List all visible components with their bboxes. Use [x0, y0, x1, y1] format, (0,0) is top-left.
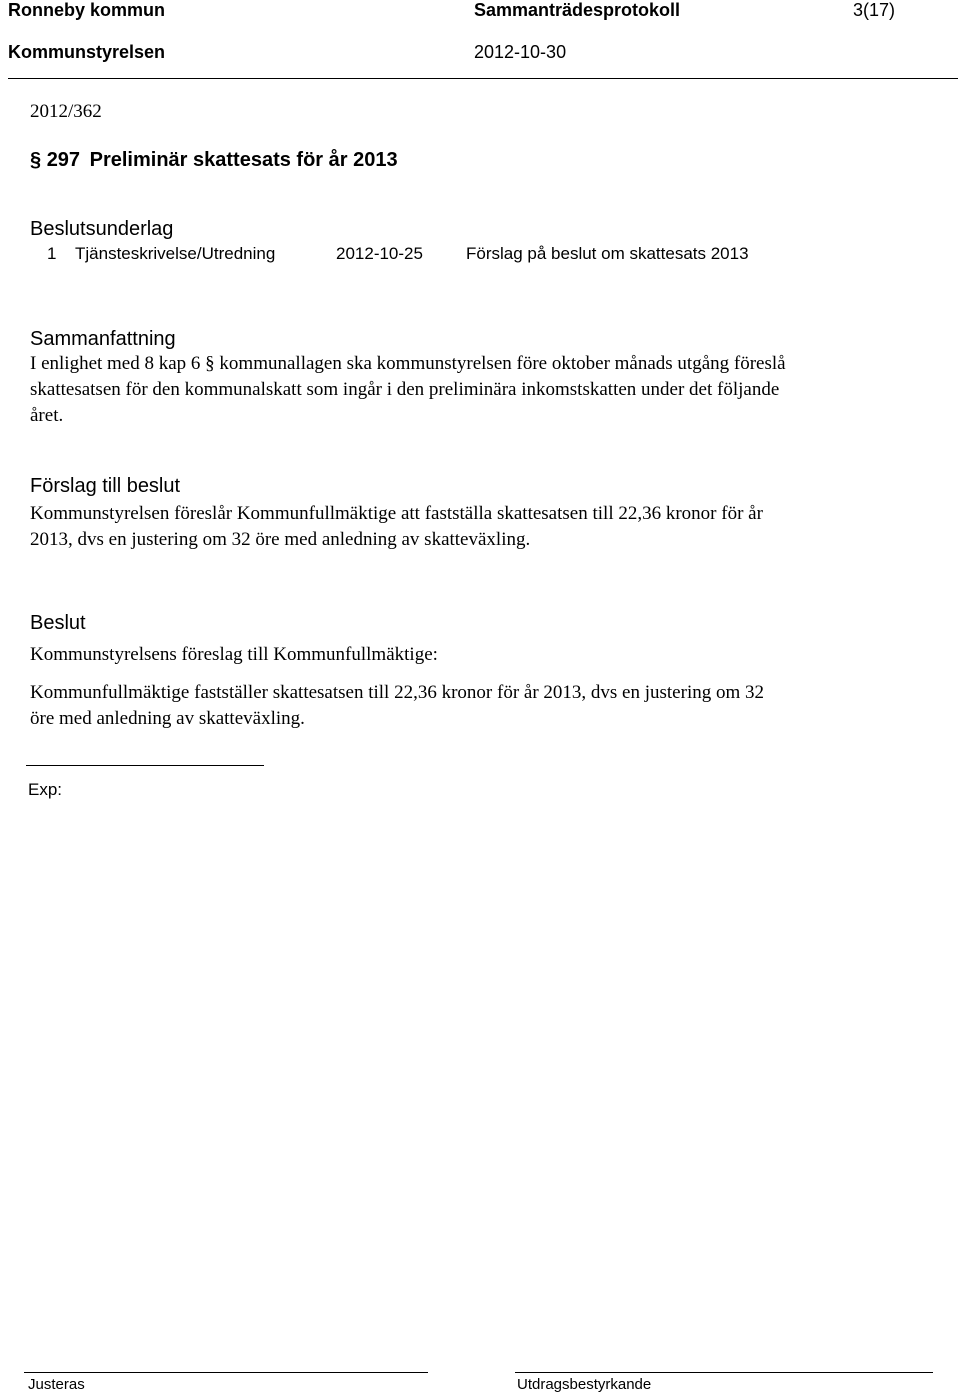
forslag-line: 2013, dvs en justering om 32 öre med anledning av skatteväxling. — [30, 529, 531, 550]
utdragsbestyrkande-label: Utdragsbestyrkande — [517, 1376, 652, 1393]
attachment-description: Förslag på beslut om skattesats 2013 — [466, 244, 749, 263]
exp-rule — [26, 765, 264, 766]
forslag-line: Kommunstyrelsen föreslår Kommunfullmäktige att fastställa skattesatsen till 22,36 kronor för år — [30, 503, 763, 524]
meeting-date: 2012-10-30 — [474, 42, 567, 62]
item-number: 297 — [46, 149, 81, 171]
justeras-rule — [24, 1372, 428, 1373]
beslutsunderlag-heading: Beslutsunderlag — [30, 218, 174, 240]
justeras-label: Justeras — [28, 1376, 85, 1393]
section-sign-icon: § — [30, 149, 42, 171]
item-title — [30, 149, 398, 172]
committee-name: Kommunstyrelsen — [8, 42, 166, 62]
sammanfattning-line: skattesatsen för den kommunalskatt som ingår i den preliminära inkomstskatten under det följande — [30, 379, 780, 400]
case-number: 2012/362 — [30, 101, 102, 122]
forslag-heading: Förslag till beslut — [30, 475, 181, 497]
attachment-date: 2012-10-25 — [336, 244, 423, 263]
beslut-text — [30, 680, 950, 732]
sammanfattning-text — [30, 351, 950, 429]
utdragsbestyrkande-rule — [515, 1372, 933, 1373]
forslag-text — [30, 501, 950, 553]
sammanfattning-line: I enlighet med 8 kap 6 § kommunallagen ska kommunstyrelsen före oktober månads utgång föreslå — [30, 353, 786, 374]
document-type: Sammanträdesprotokoll — [474, 0, 681, 20]
attachment-number: 1 — [47, 244, 57, 263]
beslut-line: öre med anledning av skatteväxling. — [30, 708, 305, 729]
exp-label: Exp: — [28, 780, 63, 799]
attachment-document: Tjänsteskrivelse/Utredning — [75, 244, 276, 263]
municipality-name: Ronneby kommun — [8, 0, 166, 20]
page-number: 3(17) — [853, 0, 896, 20]
beslut-heading: Beslut — [30, 612, 86, 634]
beslut-line: Kommunfullmäktige fastställer skattesatsen till 22,36 kronor för år 2013, dvs en justering om 32 — [30, 682, 765, 703]
sammanfattning-line: året. — [30, 405, 64, 426]
header-rule — [8, 78, 958, 79]
item-title-text: Preliminär skattesats för år 2013 — [89, 149, 398, 171]
sammanfattning-heading: Sammanfattning — [30, 328, 176, 350]
beslut-intro: Kommunstyrelsens föreslag till Kommunfullmäktige: — [30, 644, 438, 665]
